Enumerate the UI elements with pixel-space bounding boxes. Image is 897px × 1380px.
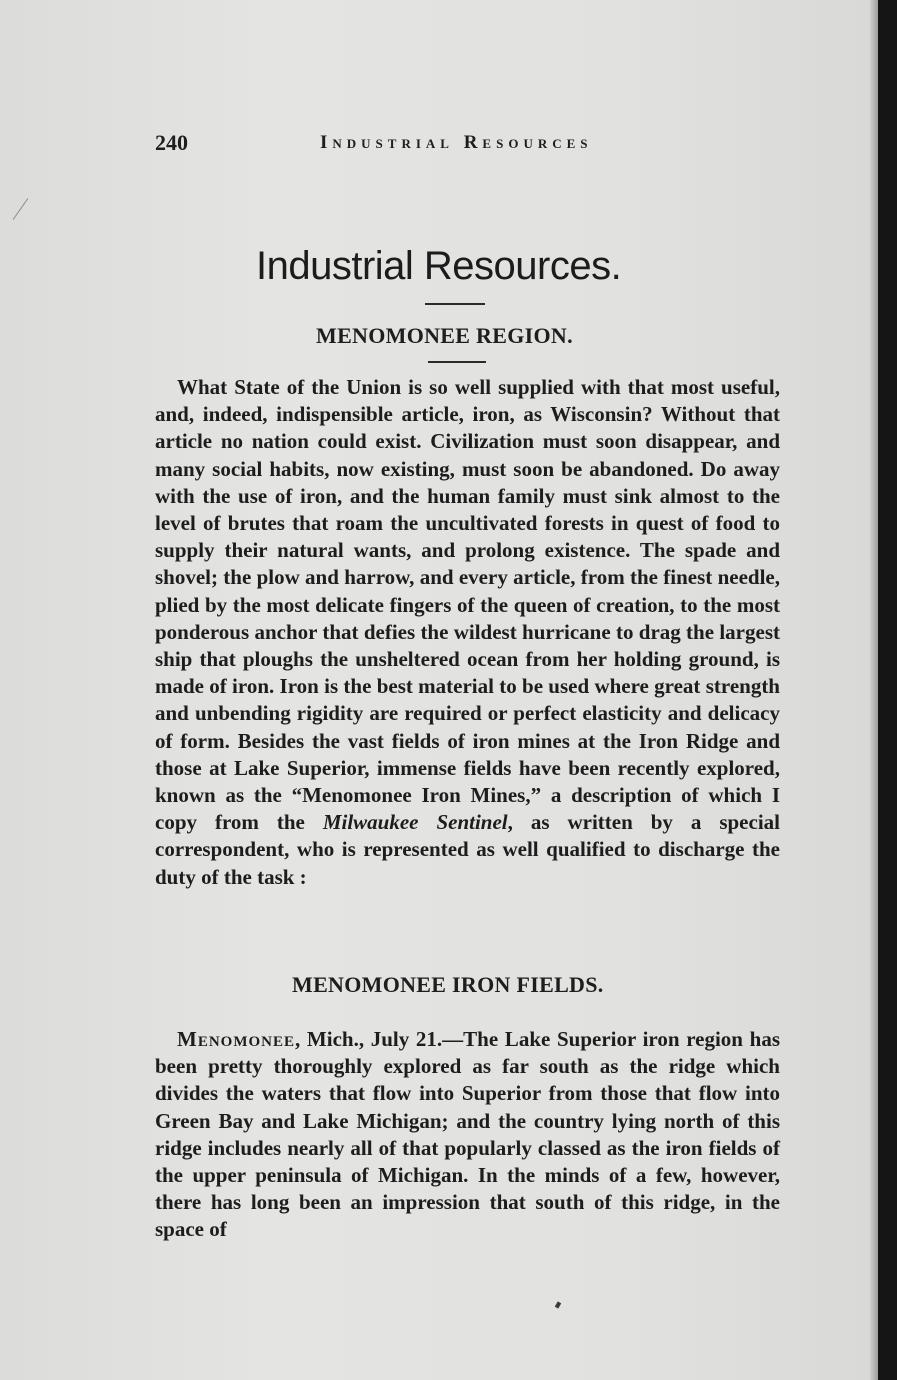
page-number: 240 xyxy=(155,130,188,155)
paragraph-iron-fields xyxy=(155,1026,780,1244)
paragraph-region-text: What State of the Union is so well supplied with that most useful, and, indeed, indispensible article, iron, as Wisconsin? Without that article no nation could exist. Civilization must soon disappear, and many social habits, now existing, must soon be abandoned. Do away with the use of iron, and the human family must sink almost to the level of brutes that roam the uncultivated forests in quest of food to supply their natural wants, and prolong existence. The spade and shovel; the plow and harrow, and every article, from the finest needle, plied by the most delicate fingers of the queen of creation, to the most ponderous anchor that defies the wildest hurricane to drag the largest ship that ploughs the unsheltered ocean from her holding ground, is made of iron. Iron is the best material to be used where great strength and unbending rigidity are required or perfect elasticity and delicacy of form. Besides the vast fields of iron mines at the Iron Ridge and those at Lake Superior, immense fields have been recently explored, known as the “Menomonee Iron Mines,” a description of which I copy from the xyxy=(155,375,780,835)
dateline: Menomonee xyxy=(177,1027,295,1051)
scan-border xyxy=(878,0,897,1380)
margin-mark xyxy=(13,198,29,220)
running-head: Industrial Resources xyxy=(320,132,593,153)
ink-speck xyxy=(555,1301,561,1308)
paragraph-iron-fields-text: , Mich., July 21.—The Lake Superior iron region has been pretty thoroughly explored as far south as the ridge which divides the waters that flow into Superior from those that flow into Green Bay and Lake Michigan; and the country lying north of this ridge includes nearly all of that popularly classed as the iron fields of the upper peninsula of Michigan. In the minds of a few, however, there has long been an impression that south of this ridge, in the space of xyxy=(155,1027,780,1242)
paragraph-region-end: , as written by a special correspondent, who is represented as well qualified to discharge the duty of the task : xyxy=(155,810,780,889)
page-edge-shadow xyxy=(870,0,878,1380)
title-rule xyxy=(425,303,485,305)
page-title: Industrial Resources. xyxy=(256,244,622,288)
paragraph-region xyxy=(155,374,780,891)
section-heading-region: MENOMONEE REGION. xyxy=(316,323,573,348)
source-name: Milwaukee Sentinel xyxy=(322,810,508,835)
section-rule xyxy=(428,361,486,363)
section-heading-iron-fields: MENOMONEE IRON FIELDS. xyxy=(292,972,604,997)
